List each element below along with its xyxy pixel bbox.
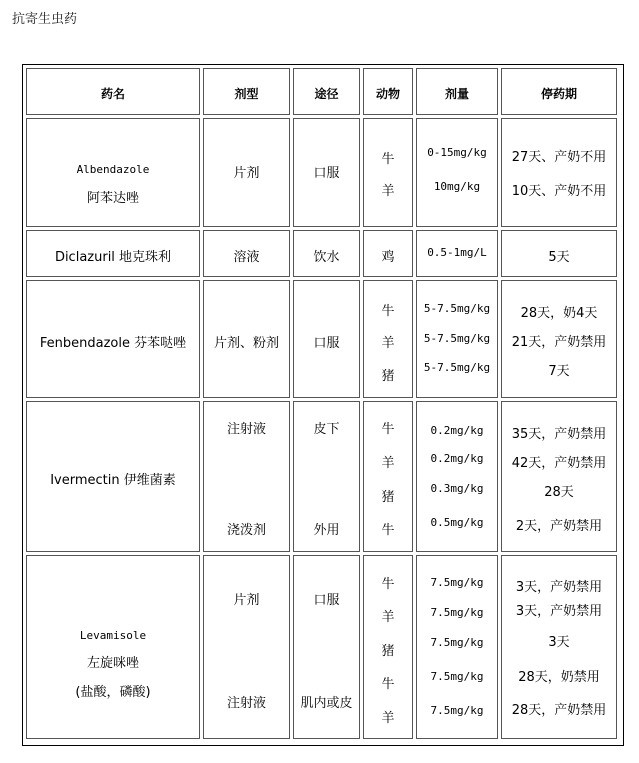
cell-withdrawal-text: 35天，产奶禁用 (511, 427, 607, 442)
header-withdrawal: 停药期 (540, 87, 577, 101)
cell-route-text: 口服 (313, 336, 340, 351)
cell-dose-text: 0.2mg/kg (430, 424, 484, 437)
cell-withdrawal-text: 21天，产奶禁用 (511, 335, 607, 350)
cell-animal-text: 牛 (381, 523, 395, 538)
header-name: 药名 (100, 87, 125, 101)
cell-dose-text: 0.2mg/kg (430, 452, 484, 465)
cell-form-text: 片剂、粉剂 (213, 336, 279, 351)
cell-dose-text: 7.5mg/kg (430, 606, 484, 619)
cell-dose-text: 7.5mg/kg (430, 576, 484, 589)
cell-withdrawal-text: 3天，产奶禁用 (515, 580, 603, 595)
cell-dose-text: 0.5-1mg/L (427, 246, 487, 259)
cell-withdrawal-text: 27天、产奶不用 (511, 150, 607, 165)
page-title: 抗寄生虫药 (12, 12, 78, 27)
cell-animal-text: 牛 (381, 152, 395, 167)
cell-withdrawal-text: 28天，奶禁用 (518, 670, 600, 685)
cell-form-text: 浇泼剂 (226, 523, 266, 538)
cell-animal-text: 猪 (381, 369, 395, 384)
cell-dose-text: 7.5mg/kg (430, 670, 484, 683)
cell-animal-text: 羊 (381, 610, 395, 625)
cell-animal-text: 羊 (381, 184, 395, 199)
cell-dose-text: 0-15mg/kg (427, 146, 487, 159)
cell-dose-text: 5-7.5mg/kg (423, 332, 491, 345)
cell-animal-text: 牛 (381, 577, 395, 592)
cell-form-text: 溶液 (233, 250, 260, 265)
cell-dose-text: 7.5mg/kg (430, 704, 484, 717)
cell-form-text: 注射液 (226, 696, 266, 711)
cell-withdrawal-text: 3天，产奶禁用 (515, 604, 603, 619)
cell-withdrawal-text: 28天，奶4天 (520, 306, 598, 321)
cell-dose-text: 5-7.5mg/kg (423, 361, 491, 374)
cell-name-text: Levamisole (79, 629, 147, 642)
cell-withdrawal-text: 42天，产奶禁用 (511, 456, 607, 471)
cell-name-text: Fenbendazole 芬苯哒唑 (39, 336, 187, 351)
cell-withdrawal-text: 2天，产奶禁用 (515, 519, 603, 534)
header-dose: 剂量 (444, 87, 469, 101)
cell-animal-text: 牛 (381, 304, 395, 319)
table-cell (293, 555, 360, 739)
cell-animal-text: 猪 (381, 490, 395, 505)
header-form: 剂型 (234, 87, 259, 101)
cell-route-text: 口服 (313, 166, 340, 181)
cell-withdrawal-text: 28天 (544, 485, 574, 500)
cell-animal-text: 羊 (381, 711, 395, 726)
cell-name-text: Diclazuril 地克珠利 (54, 250, 172, 265)
table-cell (363, 118, 413, 227)
cell-route-text: 肌内或皮 (300, 696, 353, 711)
cell-name-text: 阿苯达唑 (86, 191, 139, 206)
cell-withdrawal-text: 7天 (548, 364, 570, 379)
cell-route-text: 饮水 (313, 250, 340, 265)
cell-name-text: 左旋咪唑 (86, 656, 139, 671)
cell-route-text: 口服 (313, 593, 340, 608)
cell-route-text: 外用 (313, 523, 340, 538)
cell-animal-text: 羊 (381, 456, 395, 471)
cell-form-text: 片剂 (233, 593, 260, 608)
cell-name-text: (盐酸，磷酸) (75, 685, 151, 700)
cell-withdrawal-text: 3天 (548, 635, 570, 650)
cell-animal-text: 牛 (381, 677, 395, 692)
table-cell (501, 118, 617, 227)
drug-table (22, 64, 624, 746)
cell-route-text: 皮下 (313, 422, 340, 437)
cell-animal-text: 鸡 (381, 250, 395, 265)
cell-name-text: Ivermectin 伊维菌素 (50, 473, 176, 488)
cell-form-text: 片剂 (233, 166, 260, 181)
table-cell (26, 555, 200, 739)
cell-dose-text: 5-7.5mg/kg (423, 302, 491, 315)
cell-withdrawal-text: 10天、产奶不用 (511, 184, 607, 199)
cell-dose-text: 7.5mg/kg (430, 636, 484, 649)
cell-animal-text: 牛 (381, 422, 395, 437)
cell-form-text: 注射液 (226, 422, 266, 437)
cell-name-text: Albendazole (76, 163, 150, 176)
cell-dose-text: 10mg/kg (433, 180, 481, 193)
header-route: 途径 (314, 87, 339, 101)
cell-dose-text: 0.5mg/kg (430, 516, 484, 529)
table-cell (416, 118, 498, 227)
table-cell (203, 555, 290, 739)
cell-withdrawal-text: 28天，产奶禁用 (511, 703, 607, 718)
cell-withdrawal-text: 5天 (548, 250, 570, 265)
header-animal: 动物 (375, 87, 400, 101)
cell-dose-text: 0.3mg/kg (430, 482, 484, 495)
cell-animal-text: 猪 (381, 644, 395, 659)
cell-animal-text: 羊 (381, 336, 395, 351)
